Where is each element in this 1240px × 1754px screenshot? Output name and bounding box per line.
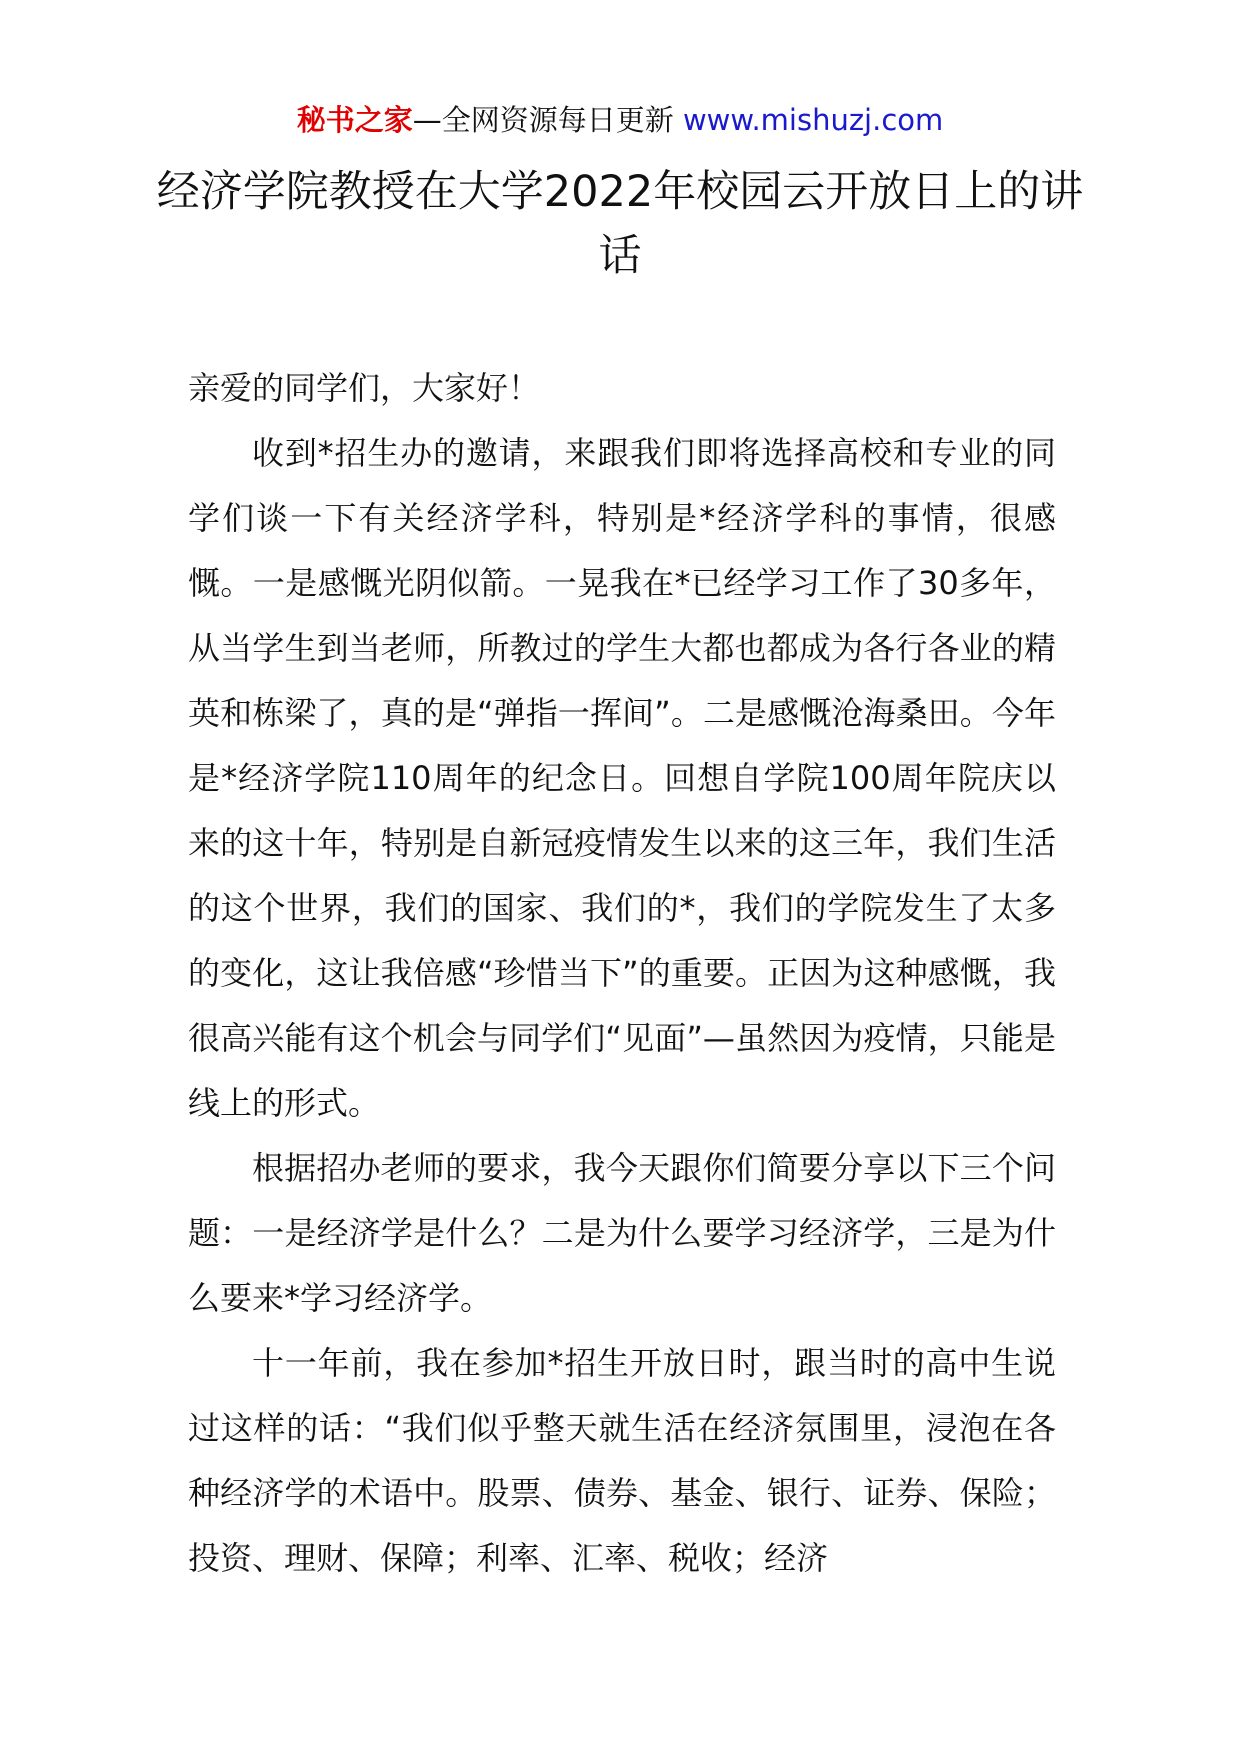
site-url-link[interactable]: www.mishuzj.com bbox=[682, 103, 944, 137]
document-title: 经济学院教授在大学2022年校园云开放日上的讲话 bbox=[156, 167, 1084, 281]
salutation: 亲爱的同学们，大家好！ bbox=[188, 369, 541, 407]
document-body bbox=[188, 356, 1056, 1591]
paragraph: 根据招办老师的要求，我今天跟你们简要分享以下三个问题：一是经济学是什么？二是为什么要学习经济学，三是为什么要来*学习经济学。 bbox=[188, 1149, 1056, 1317]
header-tagline: —全网资源每日更新 bbox=[412, 103, 683, 137]
brand-name: 秘书之家 bbox=[296, 103, 413, 137]
paragraph: 十一年前，我在参加*招生开放日时，跟当时的高中生说过这样的话：“我们似乎整天就生活在经济氛围里，浸泡在各种经济学的术语中。股票、债券、基金、银行、证券、保险；投资、理财、保障；利率、汇率、税收；经济 bbox=[188, 1344, 1056, 1577]
paragraph: 收到*招生办的邀请，来跟我们即将选择高校和专业的同学们谈一下有关经济学科，特别是*经济学科的事情，很感慨。一是感慨光阴似箭。一晃我在*已经学习工作了30多年，从当学生到当老师，所教过的学生大都也都成为各行各业的精英和栋梁了，真的是“弹指一挥间”。二是感慨沧海桑田。今年是*经济学院110周年的纪念日。回想自学院100周年院庆以来的这十年，特别是自新冠疫情发生以来的这三年，我们生活的这个世界，我们的国家、我们的*，我们的学院发生了太多的变化，这让我倍感“珍惜当下”的重要。正因为这种感慨，我很高兴能有这个机会与同学们“见面”—虽然因为疫情，只能是线上的形式。 bbox=[188, 434, 1056, 1122]
site-header bbox=[0, 100, 1240, 140]
